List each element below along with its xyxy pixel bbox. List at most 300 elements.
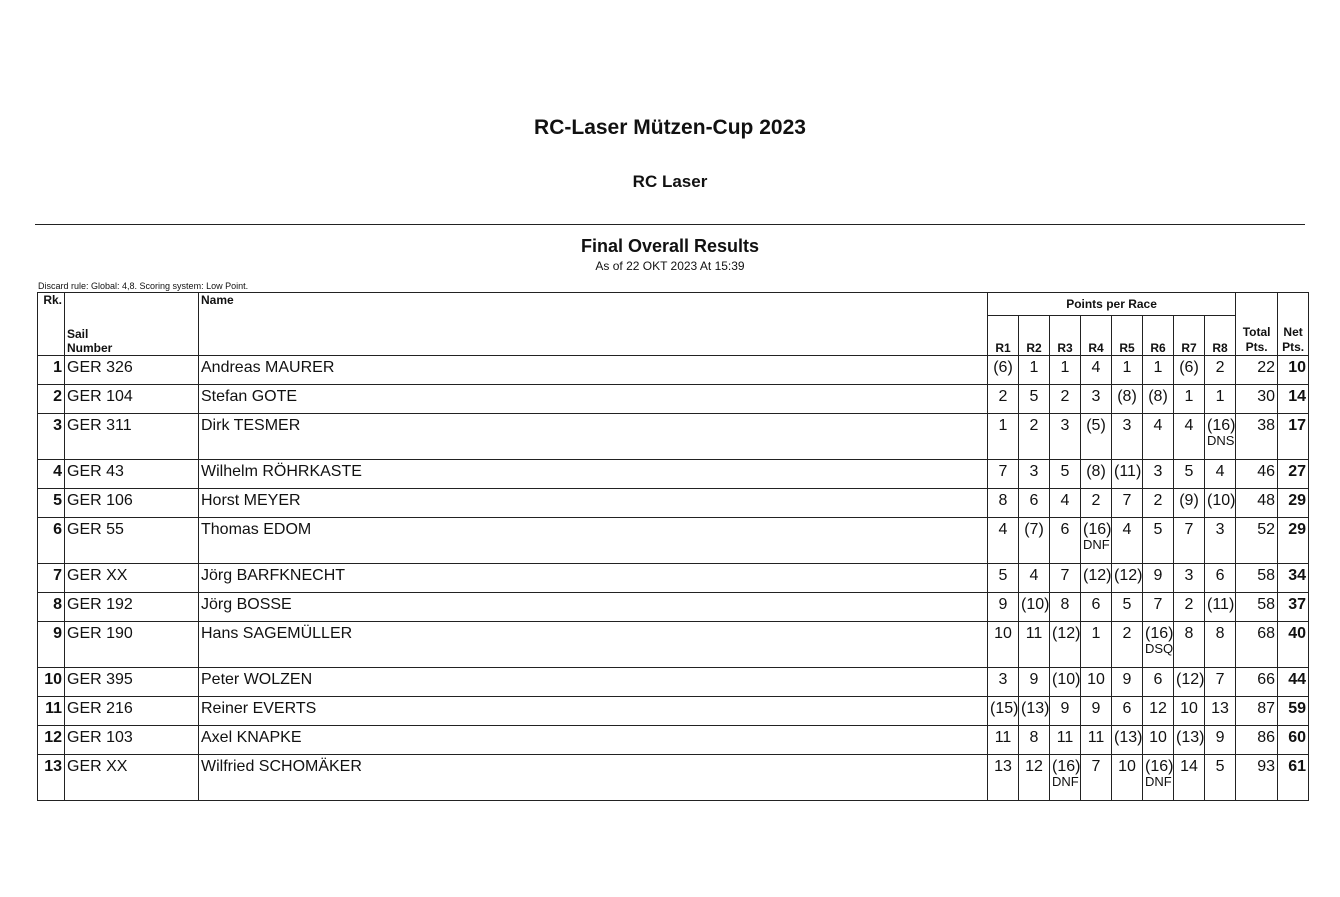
race-score-value: 3: [1184, 567, 1194, 584]
race-score-value: 1: [1029, 359, 1039, 376]
race-score-cell: [1112, 697, 1143, 726]
rank-cell: 10: [38, 668, 65, 697]
race-score-cell: [1174, 726, 1205, 755]
race-score-cell: [1112, 668, 1143, 697]
race-score-value: 4: [1153, 417, 1163, 434]
race-score-value: (11): [1114, 463, 1142, 480]
race-score-value: 1: [1091, 625, 1101, 642]
rank-cell: 4: [38, 460, 65, 489]
results-heading: Final Overall Results: [580, 236, 760, 256]
race-score-value: (16): [1207, 417, 1236, 434]
race-score-cell: [1174, 564, 1205, 593]
race-score-cell: [1112, 385, 1143, 414]
race-score-value: 2: [1153, 492, 1163, 509]
race-score-value: 13: [994, 758, 1012, 775]
race-header-r6: R6: [1143, 316, 1174, 356]
race-score-value: 11: [994, 729, 1012, 746]
race-score-cell: [1174, 622, 1205, 668]
race-score-cell: [1174, 518, 1205, 564]
race-header-r3: R3: [1050, 316, 1081, 356]
race-score-cell: [1143, 518, 1174, 564]
sail-number-cell: GER 104: [65, 385, 199, 414]
rank-cell: 12: [38, 726, 65, 755]
race-header-r1: R1: [988, 316, 1019, 356]
results-body: [38, 356, 1309, 801]
total-points-cell: 46: [1236, 460, 1278, 489]
race-score-cell: [988, 460, 1019, 489]
race-score-cell: [1050, 697, 1081, 726]
net-points-cell: 60: [1278, 726, 1309, 755]
race-score-value: 4: [1091, 359, 1101, 376]
race-score-cell: [1112, 622, 1143, 668]
competitor-name-cell: Stefan GOTE: [199, 385, 988, 414]
race-score-value: 12: [1149, 700, 1167, 717]
race-header-r2: R2: [1019, 316, 1050, 356]
sail-number-cell: GER 395: [65, 668, 199, 697]
race-score-value: 9: [1091, 700, 1101, 717]
rank-cell: 7: [38, 564, 65, 593]
sail-number-cell: GER 311: [65, 414, 199, 460]
event-title: RC-Laser Mützen-Cup 2023: [534, 116, 806, 139]
total-points-cell: 48: [1236, 489, 1278, 518]
race-score-value: (12): [1114, 567, 1143, 584]
race-score-value: 2: [1060, 388, 1070, 405]
table-row: [38, 385, 1309, 414]
race-score-cell: [988, 356, 1019, 385]
race-score-cell: [1205, 697, 1236, 726]
race-score-cell: [1081, 622, 1112, 668]
race-score-value: 2: [1029, 417, 1039, 434]
net-points-header: [1278, 293, 1309, 356]
race-score-cell: [1205, 489, 1236, 518]
race-score-value: 5: [1060, 463, 1070, 480]
race-score-value: (12): [1083, 567, 1112, 584]
race-score-cell: [1081, 414, 1112, 460]
race-score-cell: [1081, 564, 1112, 593]
race-score-cell: [1050, 622, 1081, 668]
race-score-value: 12: [1025, 758, 1043, 775]
race-score-value: 11: [1087, 729, 1105, 746]
race-score-value: (13): [1114, 729, 1143, 746]
race-score-cell: [1112, 564, 1143, 593]
race-score-value: 3: [1122, 417, 1132, 434]
net-points-cell: 14: [1278, 385, 1309, 414]
race-score-cell: [1081, 668, 1112, 697]
competitor-name-cell: Jörg BOSSE: [199, 593, 988, 622]
results-table: [37, 292, 1309, 801]
table-row: [38, 356, 1309, 385]
race-score-value: 5: [998, 567, 1008, 584]
race-header-r7: R7: [1174, 316, 1205, 356]
sail-number-cell: GER XX: [65, 564, 199, 593]
race-score-cell: [1081, 518, 1112, 564]
race-score-cell: [1050, 414, 1081, 460]
table-row: [38, 518, 1309, 564]
race-score-cell: [1050, 489, 1081, 518]
race-score-cell: [1174, 489, 1205, 518]
race-score-cell: [1112, 414, 1143, 460]
sail-number-header-line1: Sail: [67, 327, 89, 341]
race-score-value: 9: [998, 596, 1008, 613]
net-points-cell: 17: [1278, 414, 1309, 460]
competitor-name-cell: Hans SAGEMÜLLER: [199, 622, 988, 668]
race-score-cell: [1081, 593, 1112, 622]
race-score-value: 1: [1060, 359, 1070, 376]
race-score-value: 10: [1118, 758, 1136, 775]
rank-cell: 5: [38, 489, 65, 518]
race-score-cell: [1205, 622, 1236, 668]
race-score-value: 2: [998, 388, 1008, 405]
sail-number-cell: GER XX: [65, 755, 199, 801]
race-score-cell: [1143, 564, 1174, 593]
total-points-cell: 58: [1236, 593, 1278, 622]
sail-number-cell: GER 190: [65, 622, 199, 668]
race-score-value: 9: [1122, 671, 1132, 688]
net-points-header-line2: Pts.: [1282, 340, 1305, 354]
total-points-cell: 93: [1236, 755, 1278, 801]
race-score-value: (8): [1117, 388, 1137, 405]
race-score-cell: [1143, 489, 1174, 518]
race-score-value: (10): [1207, 492, 1236, 509]
net-points-cell: 10: [1278, 356, 1309, 385]
race-score-cell: [1205, 518, 1236, 564]
total-points-cell: 87: [1236, 697, 1278, 726]
net-points-cell: 27: [1278, 460, 1309, 489]
race-score-value: 6: [1029, 492, 1039, 509]
net-points-cell: 59: [1278, 697, 1309, 726]
race-score-value: 10: [1149, 729, 1167, 746]
race-score-value: 10: [1087, 671, 1105, 688]
race-score-cell: [1081, 726, 1112, 755]
race-score-value: 1: [1184, 388, 1194, 405]
race-score-value: 8: [1060, 596, 1070, 613]
competitor-name-cell: Wilhelm RÖHRKASTE: [199, 460, 988, 489]
sail-number-cell: GER 106: [65, 489, 199, 518]
competitor-name-cell: Horst MEYER: [199, 489, 988, 518]
penalty-code: DNF: [1145, 774, 1172, 789]
race-score-cell: [1174, 755, 1205, 801]
race-score-cell: [1174, 414, 1205, 460]
race-score-value: 6: [1091, 596, 1101, 613]
race-score-cell: [1205, 414, 1236, 460]
race-score-value: (13): [1176, 729, 1205, 746]
race-score-cell: [1174, 385, 1205, 414]
table-row: [38, 697, 1309, 726]
total-points-cell: 22: [1236, 356, 1278, 385]
competitor-name-cell: Thomas EDOM: [199, 518, 988, 564]
race-score-value: 6: [1122, 700, 1132, 717]
race-score-value: 2: [1184, 596, 1194, 613]
race-score-cell: [1174, 697, 1205, 726]
race-score-value: (16): [1145, 758, 1174, 775]
race-score-value: 7: [1060, 567, 1070, 584]
race-score-value: 9: [1153, 567, 1163, 584]
race-score-value: (7): [1024, 521, 1044, 538]
race-score-value: 4: [1060, 492, 1070, 509]
competitor-name-cell: Reiner EVERTS: [199, 697, 988, 726]
total-points-header-line1: Total: [1242, 325, 1271, 339]
sail-number-cell: GER 43: [65, 460, 199, 489]
net-points-header-line1: Net: [1283, 325, 1303, 339]
race-score-cell: [988, 385, 1019, 414]
penalty-code: DNF: [1083, 537, 1110, 552]
race-score-value: 7: [1091, 758, 1101, 775]
race-score-value: 3: [1060, 417, 1070, 434]
race-score-cell: [988, 755, 1019, 801]
race-score-value: 10: [994, 625, 1012, 642]
total-points-cell: 58: [1236, 564, 1278, 593]
race-score-value: 7: [1122, 492, 1132, 509]
race-score-cell: [1081, 460, 1112, 489]
race-score-value: 3: [1029, 463, 1039, 480]
net-points-cell: 37: [1278, 593, 1309, 622]
table-row: [38, 489, 1309, 518]
total-points-cell: 86: [1236, 726, 1278, 755]
race-score-cell: [988, 489, 1019, 518]
race-score-value: 1: [1215, 388, 1225, 405]
rank-header: Rk.: [38, 293, 65, 356]
race-score-value: (9): [1179, 492, 1199, 509]
race-score-cell: [1019, 489, 1050, 518]
race-score-cell: [1112, 755, 1143, 801]
points-per-race-header: Points per Race: [988, 293, 1236, 316]
net-points-cell: 61: [1278, 755, 1309, 801]
race-score-value: 14: [1180, 758, 1198, 775]
race-score-value: 8: [1215, 625, 1225, 642]
race-score-cell: [1050, 518, 1081, 564]
race-header-r5: R5: [1112, 316, 1143, 356]
race-score-value: 2: [1122, 625, 1132, 642]
race-score-value: 1: [998, 417, 1008, 434]
race-score-value: 11: [1025, 625, 1043, 642]
race-header-r8: R8: [1205, 316, 1236, 356]
race-score-cell: [1174, 460, 1205, 489]
rank-cell: 8: [38, 593, 65, 622]
net-points-cell: 29: [1278, 489, 1309, 518]
race-score-value: 1: [1153, 359, 1163, 376]
race-score-value: 7: [1153, 596, 1163, 613]
total-points-cell: 52: [1236, 518, 1278, 564]
rank-cell: 9: [38, 622, 65, 668]
table-row: [38, 414, 1309, 460]
results-timestamp: As of 22 OKT 2023 At 15:39: [595, 259, 745, 273]
competitor-name-cell: Axel KNAPKE: [199, 726, 988, 755]
race-score-cell: [1143, 414, 1174, 460]
sail-number-header: [65, 293, 199, 356]
net-points-cell: 34: [1278, 564, 1309, 593]
race-score-value: 4: [1184, 417, 1194, 434]
net-points-cell: 44: [1278, 668, 1309, 697]
rank-cell: 2: [38, 385, 65, 414]
race-score-cell: [1050, 593, 1081, 622]
race-score-cell: [988, 593, 1019, 622]
race-score-cell: [1143, 622, 1174, 668]
race-score-cell: [1112, 460, 1143, 489]
race-score-value: 2: [1215, 359, 1225, 376]
race-score-value: 4: [1029, 567, 1039, 584]
race-score-cell: [988, 668, 1019, 697]
table-row: [38, 593, 1309, 622]
race-score-cell: [1174, 593, 1205, 622]
race-score-cell: [1019, 622, 1050, 668]
total-points-cell: 68: [1236, 622, 1278, 668]
race-score-cell: [1019, 460, 1050, 489]
table-row: [38, 668, 1309, 697]
race-score-value: (6): [1179, 359, 1199, 376]
total-points-header-line2: Pts.: [1245, 340, 1268, 354]
race-score-value: (16): [1145, 625, 1174, 642]
race-score-cell: [1081, 356, 1112, 385]
race-score-cell: [988, 622, 1019, 668]
competitor-name-cell: Andreas MAURER: [199, 356, 988, 385]
table-row: [38, 726, 1309, 755]
race-score-cell: [988, 697, 1019, 726]
total-points-cell: 38: [1236, 414, 1278, 460]
race-score-cell: [1143, 356, 1174, 385]
race-score-value: (8): [1086, 463, 1106, 480]
competitor-name-cell: Dirk TESMER: [199, 414, 988, 460]
race-score-cell: [1205, 755, 1236, 801]
race-score-cell: [1050, 668, 1081, 697]
race-header-r4: R4: [1081, 316, 1112, 356]
penalty-code: DNS: [1207, 433, 1235, 448]
sail-number-cell: GER 216: [65, 697, 199, 726]
race-score-cell: [1081, 489, 1112, 518]
race-score-cell: [1019, 697, 1050, 726]
race-score-value: 3: [998, 671, 1008, 688]
race-score-value: (16): [1083, 521, 1112, 538]
race-score-value: 7: [1184, 521, 1194, 538]
table-row: [38, 622, 1309, 668]
race-score-value: (5): [1086, 417, 1106, 434]
competitor-name-cell: Jörg BARFKNECHT: [199, 564, 988, 593]
race-score-value: (6): [993, 359, 1013, 376]
race-score-value: (10): [1052, 671, 1081, 688]
race-score-cell: [1143, 697, 1174, 726]
race-score-value: (11): [1207, 596, 1235, 613]
race-score-value: 4: [1122, 521, 1132, 538]
table-row: [38, 564, 1309, 593]
race-score-cell: [1143, 460, 1174, 489]
race-score-value: 5: [1215, 758, 1225, 775]
race-score-cell: [1050, 356, 1081, 385]
rank-cell: 1: [38, 356, 65, 385]
race-score-cell: [988, 726, 1019, 755]
table-row: [38, 755, 1309, 801]
competitor-name-cell: Wilfried SCHOMÄKER: [199, 755, 988, 801]
rank-cell: 13: [38, 755, 65, 801]
sail-number-cell: GER 103: [65, 726, 199, 755]
race-score-value: 8: [1184, 625, 1194, 642]
race-score-value: (8): [1148, 388, 1168, 405]
race-score-cell: [1205, 564, 1236, 593]
race-score-cell: [1205, 356, 1236, 385]
race-score-cell: [1174, 668, 1205, 697]
race-score-cell: [1019, 385, 1050, 414]
race-score-cell: [1112, 593, 1143, 622]
race-score-cell: [1112, 726, 1143, 755]
race-score-value: 6: [1215, 567, 1225, 584]
race-score-value: 3: [1215, 521, 1225, 538]
race-score-value: (12): [1052, 625, 1081, 642]
race-score-cell: [1019, 564, 1050, 593]
race-score-value: 7: [1215, 671, 1225, 688]
race-score-cell: [1205, 593, 1236, 622]
sail-number-cell: GER 55: [65, 518, 199, 564]
name-header: Name: [199, 293, 988, 356]
race-score-cell: [988, 564, 1019, 593]
race-score-cell: [988, 414, 1019, 460]
race-score-value: 7: [998, 463, 1008, 480]
total-points-cell: 30: [1236, 385, 1278, 414]
race-score-value: (15): [990, 700, 1019, 717]
race-score-cell: [1019, 518, 1050, 564]
race-score-cell: [1019, 755, 1050, 801]
competitor-name-cell: Peter WOLZEN: [199, 668, 988, 697]
race-score-value: 9: [1215, 729, 1225, 746]
race-score-cell: [1081, 755, 1112, 801]
race-score-cell: [1143, 668, 1174, 697]
race-score-value: 3: [1153, 463, 1163, 480]
race-score-value: 13: [1211, 700, 1229, 717]
race-score-cell: [1019, 668, 1050, 697]
race-score-value: 8: [1029, 729, 1039, 746]
race-score-cell: [1019, 414, 1050, 460]
race-score-value: (10): [1021, 596, 1050, 613]
race-score-cell: [1205, 385, 1236, 414]
race-score-cell: [1050, 564, 1081, 593]
class-subtitle: RC Laser: [632, 172, 708, 191]
race-score-cell: [1143, 755, 1174, 801]
penalty-code: DNF: [1052, 774, 1079, 789]
header-divider: [35, 224, 1305, 225]
race-score-cell: [1112, 518, 1143, 564]
race-score-cell: [1050, 726, 1081, 755]
race-score-value: 6: [1153, 671, 1163, 688]
race-score-cell: [1205, 726, 1236, 755]
race-score-value: (16): [1052, 758, 1081, 775]
race-score-cell: [1050, 755, 1081, 801]
discard-rule-note: Discard rule: Global: 4,8. Scoring system: Low Point.: [38, 281, 249, 291]
race-score-value: 6: [1060, 521, 1070, 538]
sail-number-cell: GER 192: [65, 593, 199, 622]
race-score-cell: [1112, 489, 1143, 518]
net-points-cell: 40: [1278, 622, 1309, 668]
race-score-cell: [1019, 726, 1050, 755]
penalty-code: DSQ: [1145, 641, 1174, 656]
race-score-cell: [1143, 385, 1174, 414]
race-score-cell: [1050, 460, 1081, 489]
race-score-cell: [1019, 593, 1050, 622]
race-score-value: (12): [1176, 671, 1205, 688]
rank-cell: 11: [38, 697, 65, 726]
race-score-cell: [1174, 356, 1205, 385]
race-score-cell: [1205, 460, 1236, 489]
race-score-value: 11: [1056, 729, 1074, 746]
race-score-value: 5: [1184, 463, 1194, 480]
race-score-cell: [1143, 593, 1174, 622]
race-score-value: 9: [1060, 700, 1070, 717]
race-score-value: 4: [998, 521, 1008, 538]
race-score-cell: [1081, 697, 1112, 726]
race-score-value: 4: [1215, 463, 1225, 480]
rank-cell: 3: [38, 414, 65, 460]
race-score-cell: [988, 518, 1019, 564]
table-row: [38, 460, 1309, 489]
race-score-value: 2: [1091, 492, 1101, 509]
total-points-cell: 66: [1236, 668, 1278, 697]
race-score-cell: [1050, 385, 1081, 414]
